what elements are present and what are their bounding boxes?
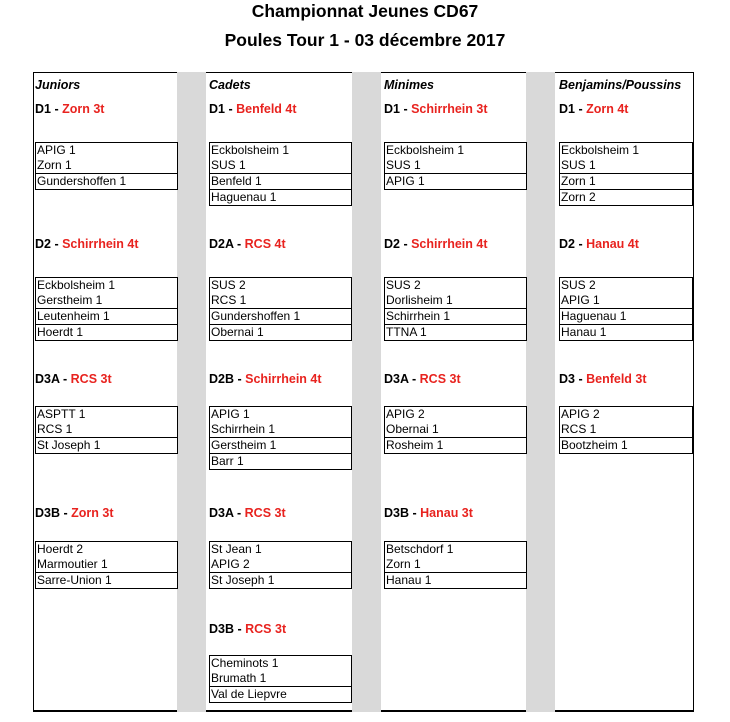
- division-label: D2B -: [209, 372, 246, 386]
- page-subtitle: Poules Tour 1 - 03 décembre 2017: [224, 30, 506, 50]
- team-cell: Eckbolsheim 1: [559, 142, 693, 159]
- team-cell: Haguenau 1: [209, 190, 352, 206]
- division-heading: [209, 102, 297, 116]
- team-cell: Eckbolsheim 1: [35, 277, 178, 294]
- team-cell: APIG 1: [559, 293, 693, 309]
- division-label: D1 -: [384, 102, 412, 116]
- team-cell: RCS 1: [35, 422, 178, 438]
- team-cell: Eckbolsheim 1: [384, 142, 527, 159]
- team-cell: St Joseph 1: [35, 438, 178, 454]
- team-cell: Hanau 1: [384, 573, 527, 589]
- division-heading: [209, 372, 322, 386]
- division-venue: RCS 3t: [419, 372, 461, 386]
- team-cell: Gundershoffen 1: [35, 174, 178, 190]
- team-cell: Hoerdt 2: [35, 541, 178, 558]
- column-header: Cadets: [209, 78, 251, 92]
- team-cell: Obernai 1: [384, 422, 527, 438]
- division-label: D3A -: [384, 372, 420, 386]
- division-label: D3A -: [35, 372, 71, 386]
- team-cell: St Joseph 1: [209, 573, 352, 589]
- team-cell: SUS 2: [384, 277, 527, 294]
- team-cell: Zorn 1: [559, 174, 693, 190]
- team-cell: Brumath 1: [209, 671, 352, 687]
- division-venue: Benfeld 3t: [586, 372, 647, 386]
- team-cell: Hoerdt 1: [35, 325, 178, 341]
- team-cell: Gerstheim 1: [209, 438, 352, 454]
- team-cell: Sarre-Union 1: [35, 573, 178, 589]
- division-label: D1 -: [209, 102, 237, 116]
- team-cell: APIG 2: [209, 557, 352, 573]
- column-separator-band: [526, 72, 555, 712]
- team-cell: Leutenheim 1: [35, 309, 178, 325]
- team-cell: Bootzheim 1: [559, 438, 693, 454]
- division-label: D3B -: [384, 506, 421, 520]
- division-venue: RCS 3t: [70, 372, 112, 386]
- team-cell: APIG 1: [209, 406, 352, 423]
- column-separator-band: [352, 72, 381, 712]
- division-venue: Schirrhein 3t: [411, 102, 488, 116]
- team-cell: Marmoutier 1: [35, 557, 178, 573]
- team-cell: Cheminots 1: [209, 655, 352, 672]
- team-cell: SUS 1: [209, 158, 352, 174]
- division-venue: RCS 3t: [244, 506, 286, 520]
- team-cell: Eckbolsheim 1: [209, 142, 352, 159]
- division-label: D3 -: [559, 372, 587, 386]
- division-venue: Schirrhein 4t: [411, 237, 488, 251]
- division-heading: [559, 237, 639, 251]
- column-header: Benjamins/Poussins: [559, 78, 682, 92]
- team-cell: ASPTT 1: [35, 406, 178, 423]
- division-heading: [384, 237, 488, 251]
- team-cell: Schirrhein 1: [384, 309, 527, 325]
- team-cell: Haguenau 1: [559, 309, 693, 325]
- division-venue: Hanau 4t: [586, 237, 639, 251]
- team-cell: RCS 1: [209, 293, 352, 309]
- team-cell: APIG 1: [35, 142, 178, 159]
- division-heading: [209, 622, 286, 636]
- division-label: D1 -: [35, 102, 63, 116]
- division-venue: Schirrhein 4t: [245, 372, 322, 386]
- division-venue: Zorn 3t: [71, 506, 114, 520]
- team-cell: St Jean 1: [209, 541, 352, 558]
- division-venue: Zorn 4t: [586, 102, 629, 116]
- division-label: D2 -: [35, 237, 63, 251]
- division-heading: [559, 372, 647, 386]
- division-heading: [559, 102, 628, 116]
- team-cell: Gundershoffen 1: [209, 309, 352, 325]
- division-label: D2 -: [384, 237, 412, 251]
- division-label: D3A -: [209, 506, 245, 520]
- team-cell: Zorn 1: [35, 158, 178, 174]
- division-label: D2 -: [559, 237, 587, 251]
- division-venue: Benfeld 4t: [236, 102, 297, 116]
- team-cell: RCS 1: [559, 422, 693, 438]
- division-heading: [35, 102, 104, 116]
- division-venue: Hanau 3t: [420, 506, 473, 520]
- team-cell: Betschdorf 1: [384, 541, 527, 558]
- team-cell: SUS 2: [209, 277, 352, 294]
- column-header: Juniors: [35, 78, 81, 92]
- team-cell: TTNA 1: [384, 325, 527, 341]
- division-label: D3B -: [209, 622, 246, 636]
- team-cell: Benfeld 1: [209, 174, 352, 190]
- division-venue: Schirrhein 4t: [62, 237, 139, 251]
- team-cell: SUS 1: [384, 158, 527, 174]
- team-cell: APIG 1: [384, 174, 527, 190]
- team-cell: Hanau 1: [559, 325, 693, 341]
- team-cell: SUS 2: [559, 277, 693, 294]
- team-cell: Zorn 2: [559, 190, 693, 206]
- team-cell: Barr 1: [209, 454, 352, 470]
- division-heading: [35, 237, 139, 251]
- team-cell: SUS 1: [559, 158, 693, 174]
- team-cell: Obernai 1: [209, 325, 352, 341]
- team-cell: Rosheim 1: [384, 438, 527, 454]
- division-heading: [209, 237, 286, 251]
- column-separator-band: [177, 72, 206, 712]
- division-label: D3B -: [35, 506, 72, 520]
- division-heading: [35, 372, 112, 386]
- team-cell: Gerstheim 1: [35, 293, 178, 309]
- column-header: Minimes: [384, 78, 435, 92]
- page-title: Championnat Jeunes CD67: [251, 1, 479, 21]
- team-cell: Dorlisheim 1: [384, 293, 527, 309]
- team-cell: Val de Liepvre: [209, 687, 352, 703]
- division-heading: [384, 372, 461, 386]
- division-venue: Zorn 3t: [62, 102, 105, 116]
- team-cell: APIG 2: [384, 406, 527, 423]
- team-cell: APIG 2: [559, 406, 693, 423]
- team-cell: Schirrhein 1: [209, 422, 352, 438]
- team-cell: Zorn 1: [384, 557, 527, 573]
- division-label: D1 -: [559, 102, 587, 116]
- division-label: D2A -: [209, 237, 245, 251]
- division-venue: RCS 3t: [245, 622, 287, 636]
- division-heading: [384, 506, 473, 520]
- division-heading: [35, 506, 113, 520]
- division-heading: [384, 102, 488, 116]
- division-venue: RCS 4t: [244, 237, 286, 251]
- division-heading: [209, 506, 286, 520]
